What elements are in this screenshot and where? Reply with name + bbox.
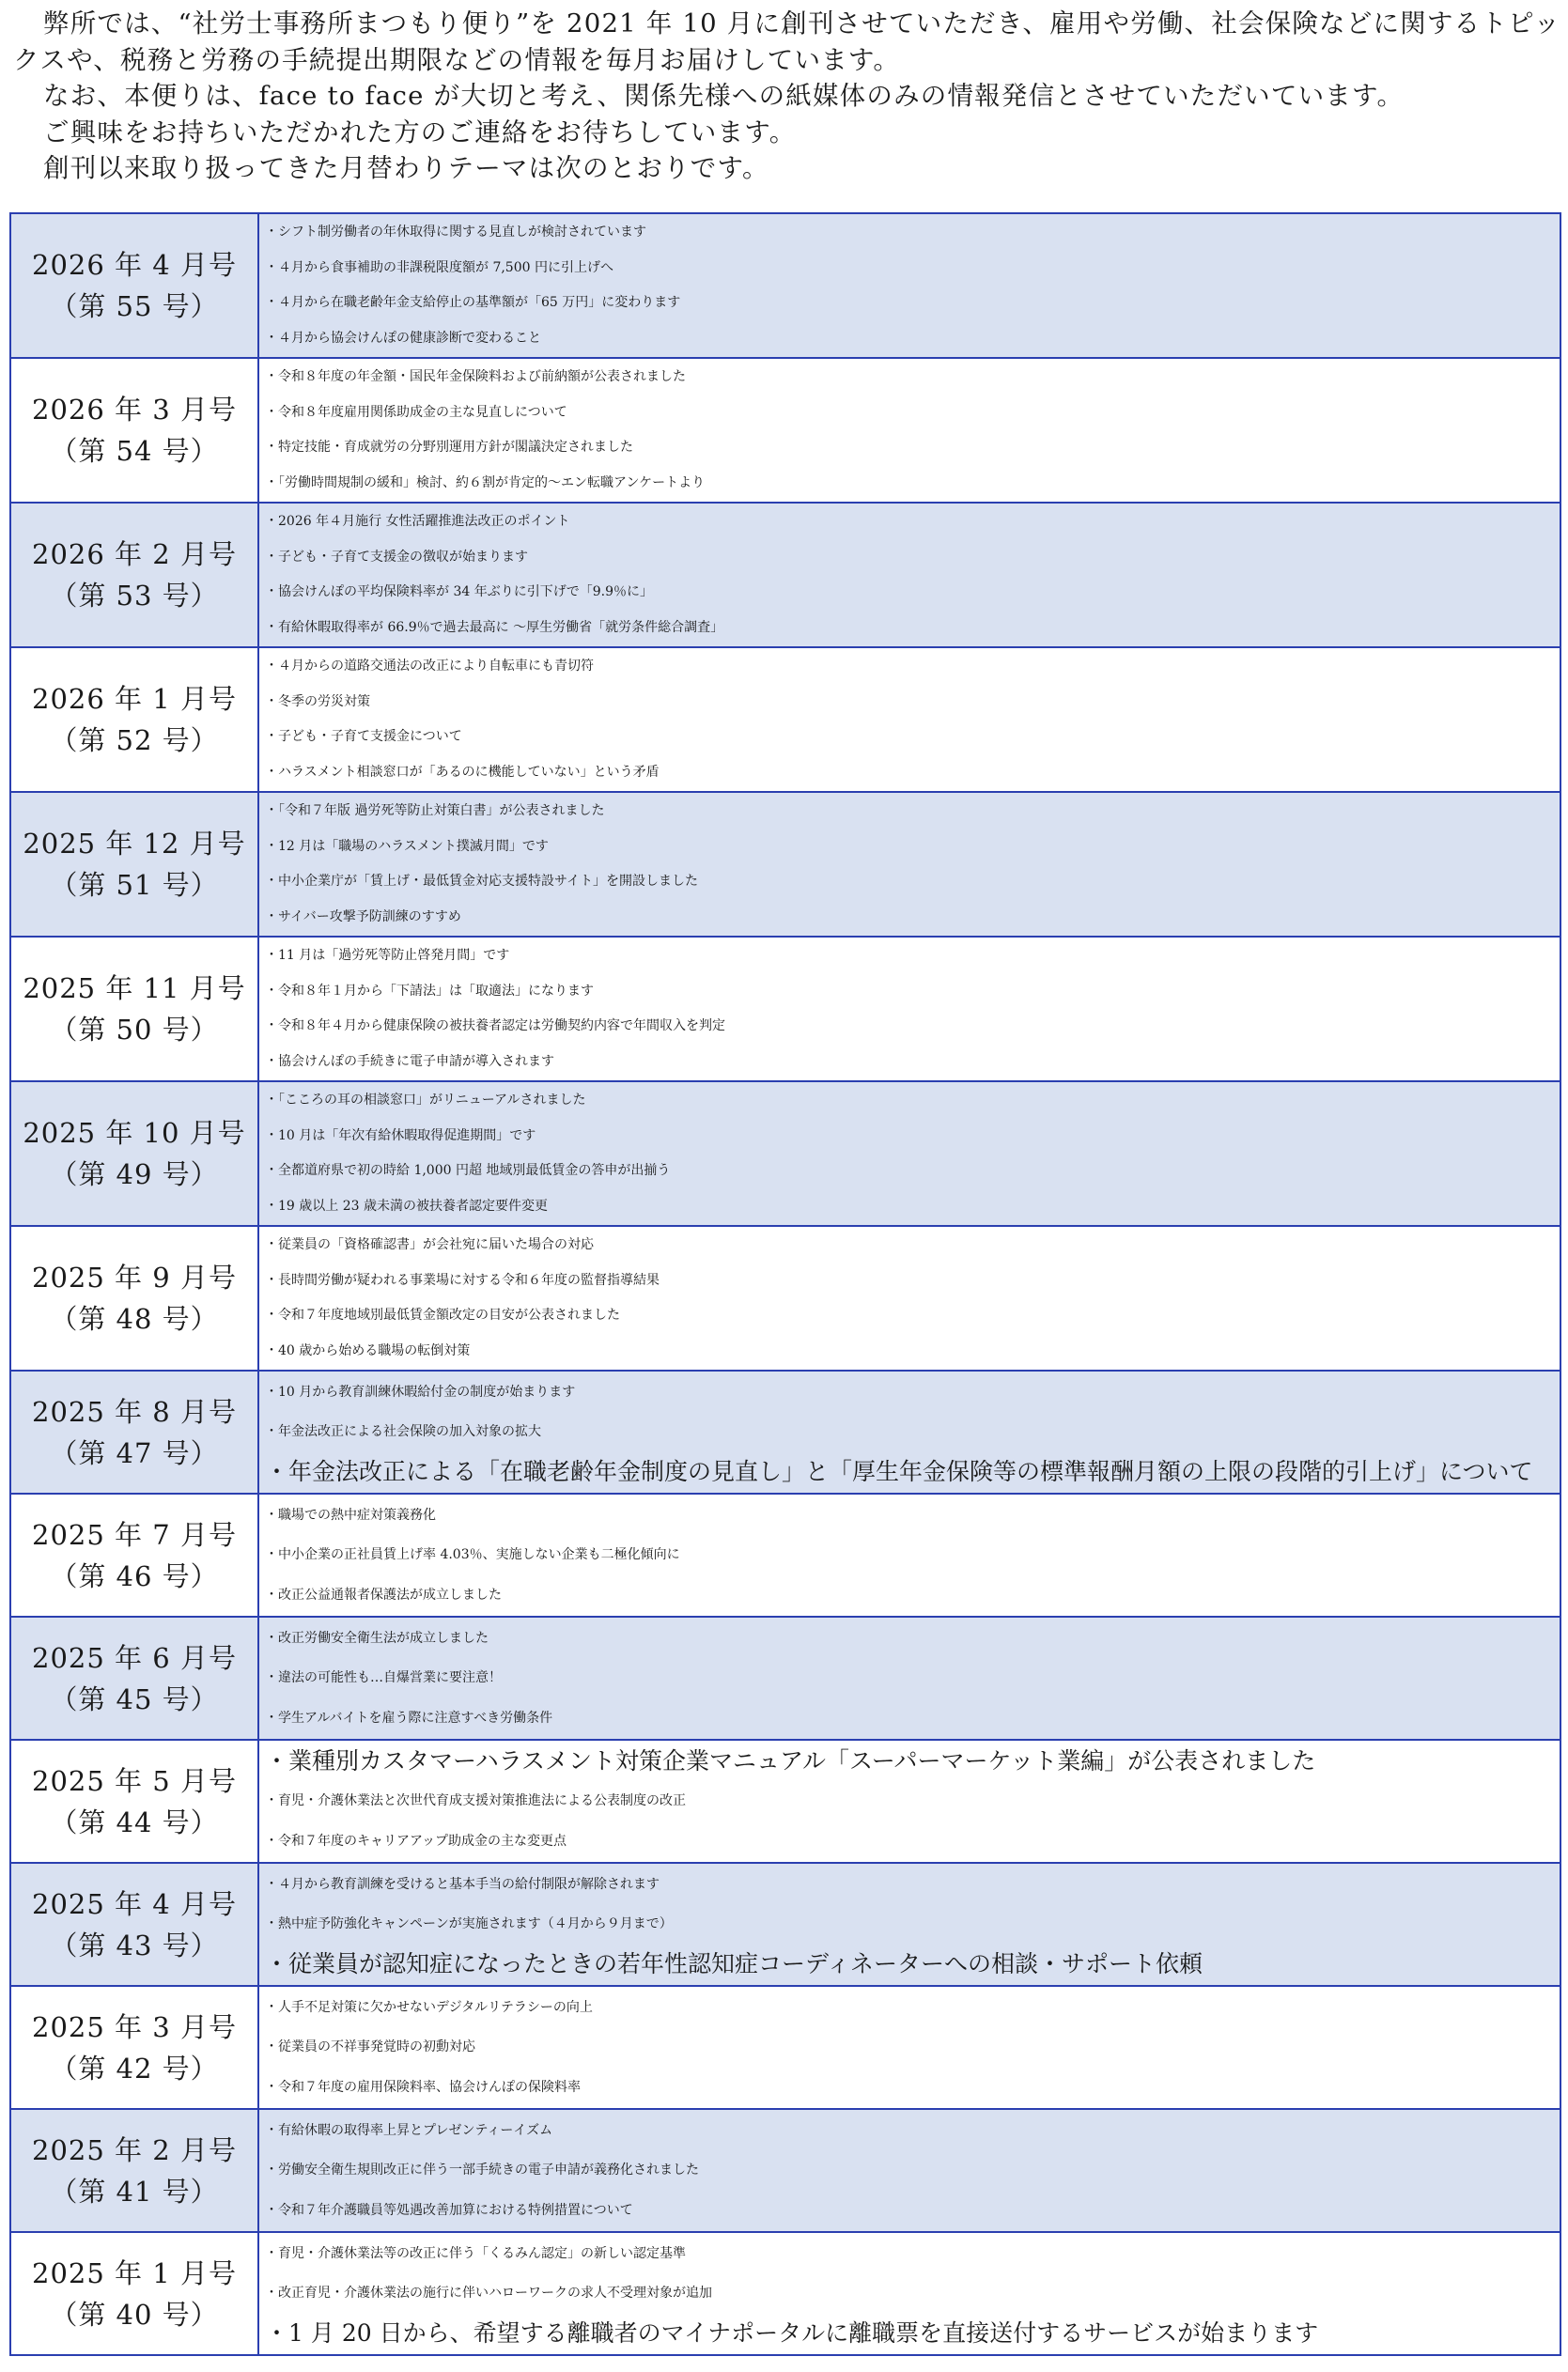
topic-item: ・ 育児・介護休業法等の改正に伴う「くるみん認定」の新しい認定基準: [265, 2234, 1560, 2273]
issue-date: 2025 年 6 月号: [32, 1641, 237, 1674]
issue-number: （第 47 号）: [50, 1436, 219, 1469]
topic-item: ・ ４月からの道路交通法の改正により自転車にも青切符: [265, 649, 1560, 685]
issue-cell: [10, 792, 258, 937]
issue-number: （第 55 号）: [50, 290, 219, 322]
topics-cell: [258, 358, 1560, 503]
intro-text: [13, 6, 1563, 187]
issue-cell: [10, 1226, 258, 1371]
topics-cell: [258, 1617, 1560, 1740]
topics-cell: [258, 647, 1560, 792]
topic-item: ・ 19 歳以上 23 歳未満の被扶養者認定要件変更: [265, 1189, 1560, 1225]
topics-cell: [258, 2232, 1560, 2355]
topic-item: ・ 改正育児・介護休業法の施行に伴いハローワークの求人不受理対象が追加: [265, 2273, 1560, 2313]
issue-number: （第 46 号）: [50, 1559, 219, 1592]
issue-cell: [10, 1617, 258, 1740]
topics-cell: [258, 1740, 1560, 1863]
issue-date: 2025 年 11 月号: [23, 972, 246, 1004]
table-row: [10, 647, 1560, 792]
issue-number: （第 50 号）: [50, 1014, 219, 1046]
table-row: [10, 792, 1560, 937]
table-row: [10, 1371, 1560, 1494]
topic-item: ・ 人手不足対策に欠かせないデジタルリテラシーの向上: [265, 1988, 1560, 2027]
issue-number: （第 52 号）: [50, 724, 219, 756]
topic-item: ・ 学生アルバイトを雇う際に注意すべき労働条件: [265, 1698, 1560, 1738]
topic-item: ・ ４月から在職老齢年金支給停止の基準額が「65 万円」に変わります: [265, 286, 1560, 321]
table-row: [10, 2109, 1560, 2232]
topic-item: ・ サイバー攻撃予防訓練のすすめ: [265, 900, 1560, 936]
topics-cell: [258, 1081, 1560, 1226]
issue-date: 2025 年 9 月号: [32, 1262, 237, 1294]
topic-item: ・ ハラスメント相談窓口が「あるのに機能していない」という矛盾: [265, 755, 1560, 791]
topic-item: ・ 「こころの耳の相談窓口」がリニューアルされました: [265, 1083, 1560, 1119]
topics-cell: [258, 792, 1560, 937]
table-row: [10, 503, 1560, 647]
topics-cell: [258, 1494, 1560, 1617]
issue-number: （第 49 号）: [50, 1158, 219, 1190]
topics-cell: [258, 1863, 1560, 1986]
intro-paragraph-4: 創刊以来取り扱ってきた月替わりテーマは次のとおりです。: [43, 153, 769, 183]
topics-cell: [258, 503, 1560, 647]
topic-item: ・ 子ども・子育て支援金について: [265, 720, 1560, 755]
issue-number: （第 42 号）: [50, 2052, 219, 2085]
issue-cell: [10, 1371, 258, 1494]
issue-cell: [10, 2109, 258, 2232]
topic-item: ・ 年金法改正による社会保険の加入対象の拡大: [265, 1412, 1560, 1451]
topic-item: ・ 令和７年介護職員等処遇改善加算における特例措置について: [265, 2191, 1560, 2230]
topic-item: ・ 改正公益通報者保護法が成立しました: [265, 1575, 1560, 1615]
topic-item: ・ 11 月は「過労死等防止啓発月間」です: [265, 938, 1560, 974]
issue-number: （第 43 号）: [50, 1929, 219, 1961]
topic-item: ・ 全都道府県で初の時給 1,000 円超 地域別最低賃金の答申が出揃う: [265, 1154, 1560, 1189]
issue-date: 2025 年 12 月号: [23, 828, 246, 860]
topics-cell: [258, 2109, 1560, 2232]
issue-date: 2025 年 3 月号: [32, 2010, 237, 2043]
issue-number: （第 51 号）: [50, 869, 219, 901]
topics-cell: [258, 1986, 1560, 2109]
issue-cell: [10, 647, 258, 792]
topics-cell: [258, 1371, 1560, 1494]
topic-item: ・ 有給休暇の取得率上昇とプレゼンティーイズム: [265, 2111, 1560, 2150]
issue-date: 2026 年 3 月号: [32, 394, 237, 426]
table-row: [10, 1986, 1560, 2109]
topics-cell: [258, 1226, 1560, 1371]
topic-item: ・ 10 月から教育訓練休暇給付金の制度が始まります: [265, 1372, 1560, 1412]
issue-cell: [10, 213, 258, 358]
issue-cell: [10, 1740, 258, 1863]
topic-item: ・ 「令和７年版 過労死等防止対策白書」が公表されました: [265, 794, 1560, 829]
topic-item: ・ 違法の可能性も…自爆営業に要注意！: [265, 1658, 1560, 1698]
table-row: [10, 937, 1560, 1081]
table-row: [10, 1617, 1560, 1740]
issue-number: （第 41 号）: [50, 2175, 219, 2208]
topic-item: ・ 中小企業庁が「賃上げ・最低賃金対応支援特設サイト」を開設しました: [265, 864, 1560, 900]
table-row: [10, 1081, 1560, 1226]
table-row: [10, 213, 1560, 358]
topic-item: ・ 子ども・子育て支援金の徴収が始まります: [265, 540, 1560, 576]
topic-item: ・ 従業員が認知症になったときの若年性認知症コーディネーターへの相談・サポート依頼: [265, 1945, 1560, 1984]
topic-item: ・ 冬季の労災対策: [265, 685, 1560, 721]
topic-item: ・ 熱中症予防強化キャンペーンが実施されます（４月から９月まで）: [265, 1904, 1560, 1944]
issue-date: 2026 年 2 月号: [32, 538, 237, 570]
topic-item: ・ 「労働時間規制の緩和」検討、約６割が肯定的～エン転職アンケートより: [265, 466, 1560, 502]
topic-item: ・ 業種別カスタマーハラスメント対策企業マニュアル「スーパーマーケット業編」が公表されました: [265, 1742, 1560, 1781]
issue-number: （第 48 号）: [50, 1303, 219, 1335]
topic-item: ・ 12 月は「職場のハラスメント撲滅月間」です: [265, 829, 1560, 865]
topic-item: ・ 10 月は「年次有給休暇取得促進期間」です: [265, 1119, 1560, 1155]
table-row: [10, 1494, 1560, 1617]
topic-item: ・ 2026 年４月施行 女性活躍推進法改正のポイント: [265, 504, 1560, 540]
issue-topics-table: [9, 212, 1561, 2356]
topic-item: ・ シフト制労働者の年休取得に関する見直しが検討されています: [265, 215, 1560, 251]
topic-item: ・ 1 月 20 日から、希望する離職者のマイナポータルに離職票を直接送付するサービスが始まります: [265, 2314, 1560, 2353]
issue-number: （第 54 号）: [50, 435, 219, 467]
intro-paragraph-2: なお、本便りは、face to face が大切と考え、関係先様への紙媒体のみの情報発信とさせていただいています。: [43, 81, 1405, 111]
issue-date: 2025 年 10 月号: [23, 1117, 246, 1149]
issue-cell: [10, 937, 258, 1081]
issue-cell: [10, 1494, 258, 1617]
topic-item: ・ 労働安全衛生規則改正に伴う一部手続きの電子申請が義務化されました: [265, 2150, 1560, 2190]
issue-cell: [10, 1081, 258, 1226]
topic-item: ・ 40 歳から始める職場の転倒対策: [265, 1334, 1560, 1370]
issue-cell: [10, 2232, 258, 2355]
issue-number: （第 53 号）: [50, 580, 219, 612]
topics-cell: [258, 213, 1560, 358]
issue-cell: [10, 358, 258, 503]
issue-date: 2026 年 1 月号: [32, 683, 237, 715]
topic-item: ・ 従業員の不祥事発覚時の初動対応: [265, 2027, 1560, 2067]
topic-item: ・ 改正労働安全衛生法が成立しました: [265, 1619, 1560, 1658]
issue-date: 2025 年 7 月号: [32, 1518, 237, 1551]
issue-cell: [10, 503, 258, 647]
topic-item: ・ ４月から協会けんぽの健康診断で変わること: [265, 321, 1560, 357]
topic-item: ・ 協会けんぽの手続きに電子申請が導入されます: [265, 1045, 1560, 1080]
table-row: [10, 358, 1560, 503]
topic-item: ・ 特定技能・育成就労の分野別運用方針が閣議決定されました: [265, 430, 1560, 466]
issue-date: 2025 年 2 月号: [32, 2133, 237, 2166]
topic-item: ・ 令和７年度のキャリアアップ助成金の主な変更点: [265, 1822, 1560, 1861]
issue-cell: [10, 1863, 258, 1986]
topic-item: ・ 令和８年度の年金額・国民年金保険料および前納額が公表されました: [265, 360, 1560, 395]
table-row: [10, 1740, 1560, 1863]
topic-item: ・ 令和８年４月から健康保険の被扶養者認定は労働契約内容で年間収入を判定: [265, 1009, 1560, 1045]
issue-date: 2025 年 5 月号: [32, 1764, 237, 1797]
issue-number: （第 44 号）: [50, 1806, 219, 1838]
table-row: [10, 1863, 1560, 1986]
topic-item: ・ 令和７年度の雇用保険料率、協会けんぽの保険料率: [265, 2068, 1560, 2107]
table-row: [10, 1226, 1560, 1371]
intro-paragraph-3: ご興味をお持ちいただかれた方のご連絡をお待ちしています。: [43, 116, 797, 147]
topic-item: ・ 育児・介護休業法と次世代育成支援対策推進法による公表制度の改正: [265, 1781, 1560, 1821]
topic-item: ・ 協会けんぽの平均保険料率が 34 年ぶりに引下げで「9.9％に」: [265, 575, 1560, 611]
topic-item: ・ 年金法改正による「在職老齢年金制度の見直し」と「厚生年金保険等の標準報酬月額の上限の段階的引上げ」について: [265, 1452, 1560, 1492]
topic-item: ・ 有給休暇取得率が 66.9％で過去最高に ～厚生労働省「就労条件総合調査」: [265, 611, 1560, 646]
topic-item: ・ 長時間労働が疑われる事業場に対する令和６年度の監督指導結果: [265, 1264, 1560, 1299]
issue-cell: [10, 1986, 258, 2109]
topic-item: ・ 従業員の「資格確認書」が会社宛に届いた場合の対応: [265, 1228, 1560, 1264]
topics-cell: [258, 937, 1560, 1081]
topic-item: ・ 令和７年度地域別最低賃金額改定の目安が公表されました: [265, 1298, 1560, 1334]
issue-date: 2025 年 1 月号: [32, 2256, 237, 2289]
topic-item: ・ 令和８年度雇用関係助成金の主な見直しについて: [265, 395, 1560, 431]
intro-paragraph-1: 弊所では、“社労士事務所まつもり便り”を 2021 年 10 月に創刊させていただき、雇用や労働、社会保険などに関するトピックスや、税務と労務の手続提出期限などの情報を毎月お届けしています。: [13, 8, 1561, 75]
issue-number: （第 40 号）: [50, 2298, 219, 2331]
issue-date: 2025 年 4 月号: [32, 1887, 237, 1920]
table-row: [10, 2232, 1560, 2355]
topic-item: ・ 令和８年１月から「下請法」は「取適法」になります: [265, 974, 1560, 1010]
issue-number: （第 45 号）: [50, 1682, 219, 1715]
issue-date: 2025 年 8 月号: [32, 1395, 237, 1428]
topic-item: ・ 職場での熱中症対策義務化: [265, 1496, 1560, 1535]
topic-item: ・ ４月から食事補助の非課税限度額が 7,500 円に引上げへ: [265, 251, 1560, 287]
issue-date: 2026 年 4 月号: [32, 249, 237, 281]
topic-item: ・ 中小企業の正社員賃上げ率 4.03％、実施しない企業も二極化傾向に: [265, 1535, 1560, 1574]
topic-item: ・ ４月から教育訓練を受けると基本手当の給付制限が解除されます: [265, 1865, 1560, 1904]
